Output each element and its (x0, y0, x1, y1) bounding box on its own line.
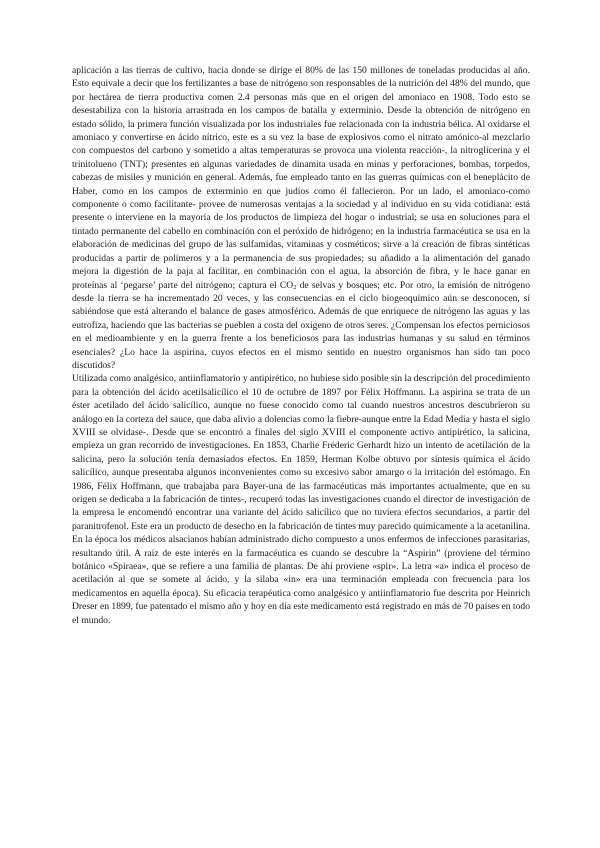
document-page (72, 64, 530, 627)
paragraph-nitrogen (72, 64, 530, 372)
subscript: 2 (293, 283, 297, 291)
paragraph-text: aplicación a las tierras de cultivo, hacia donde se dirige el 80% de las 150 millones de toneladas producidas al año. Esto equivale a decir que los fertilizantes a base de nitrógeno son responsables de la nutrición del 48% del mundo, que por hectárea de tierra productiva comen 2.4 personas más que en el origen del amoniaco en 1908. Todo esto se desestabiliza con la historia arrastrada en los campos de batalla y exterminio. Desde la obtención de nitrógeno en estado sólido, la primera función visualizada por los industriales fue relacionada con la industria bélica. Al oxidarse el amoniaco y convertirse en ácido nítrico, este es a su vez la base de explosivos como el nitrato amónico-al mezclarlo con compuestos del carbono y sometido a altas temperaturas se provoca una violenta reacción-, la nitroglicerina y el trinitolueno (TNT); presentes en algunas variedades de dinamita usada en minas y perforaciones, bombas, torpedos, cabezas de misiles y munición en general. Además, fue empleado tanto en las guerras químicas con el beneplácito de Haber, como en los campos de exterminio en que judíos como él fallecieron. Por un lado, el amoniaco-como componente o como facilitante- provee de numerosas ventajas a la sociedad y al individuo en su vida cotidiana: está presente o interviene en la mayoría de los productos de limpieza del hogar o industrial; se usa en soluciones para el tintado permanente del cabello en combinación con el peróxido de hidrógeno; en la industria farmacéutica se usa en la elaboración de medicinas del grupo de las sulfamidas, vitaminas y cosméticos; sirve a la creación de fibras sintéticas producidas a partir de polímeros y a la permanencia de sus propiedades; su añadido a la alimentación del ganado mejora la digestión de la paja al facilitar, en combinación con el agua, la absorción de fibra, y le hace ganar en proteínas al ‘pegarse’ parte del nitrógeno; captura el CO (72, 65, 530, 291)
paragraph-aspirin: Utilizada como analgésico, antiinflamatorio y antipirético, no hubiese sido posible sin la descripción del procedimiento para la obtención del ácido acetilsalicílico el 10 de octubre de 1897 por Félix Hoffmann. La aspirina se trata de un éster acetilado del ácido salicílico, aunque no fuese conocido como tal cuando nuestros ancestros descubrieron su análogo en la corteza del sauce, que daba alivio a dolencias como la fiebre-aunque entre la Edad Media y hasta el siglo XVIII se olvidase-. Desde que se encontró a finales del siglo XVIII el componente activo antipirético, la salicina, empieza un gran recorrido de investigaciones. En 1853, Charlie Fréderic Gerhardt hizo un intento de acetilación de la salicina, pero la solución tenía demasiados efectos. En 1859, Herman Kolbe obtuvo por síntesis química el ácido salicílico, aunque presentaba algunos inconvenientes como su excesivo sabor amargo o la irritación del estómago. En 1986, Félix Hoffmann, que trabajaba para Bayer-una de las farmacéuticas más importantes actualmente, que en su origen se dedicaba a la fabricación de tintes-, recuperó todas las investigaciones cuando el director de investigación de la empresa le encomendó encontrar una variante del ácido salicílico que no tuviera efectos secundarios, a partir del paranitrofenol. Este era un producto de desecho en la fabricación de tintes muy parecido químicamente a la acetanilina. En la época los médicos alsacianos habían administrado dicho compuesto a unos enfermos de infecciones parasitarias, resultando útil. A raíz de este interés en la farmacéutica es cuando se descubre la “Aspirin” (proviene del término botánico «Spiraea», que se refiere a una familia de plantas. De ahí proviene «spir». La letra «a» indica el proceso de acetilación al que se somete al ácido, y la sílaba «in» era una terminación empleada con frecuencia para los medicamentos en aquella época). Su eficacia terapéutica como analgésico y antiinflamatorio fue descrita por Heinrich Dreser en 1899, fue patentado el mismo año y hoy en día este medicamento está registrado en más de 70 países en todo el mundo. (72, 373, 530, 626)
paragraph-text: de selvas y bosques; etc. Por otro, la emisión de nitrógeno desde la tierra se ha incrementado 20 veces, y las consecuencias en el ciclo biogeoquímico aún se desconocen, sí sabiéndose que está alterando el balance de gases atmosférico. Además de que enriquece de nitrógeno las aguas y las eutrofiza, haciendo que las bacterias se pueblen a costa del oxígeno de otros seres. ¿Compensan los efectos perniciosos en el medioambiente y en la guerra frente a los beneficiosos para las industrias humanas y su salud en términos esenciales? ¿Lo hace la aspirina, cuyos efectos en el mismo sentido en nuestro organismos han sido tan poco discutidos? (72, 279, 530, 371)
